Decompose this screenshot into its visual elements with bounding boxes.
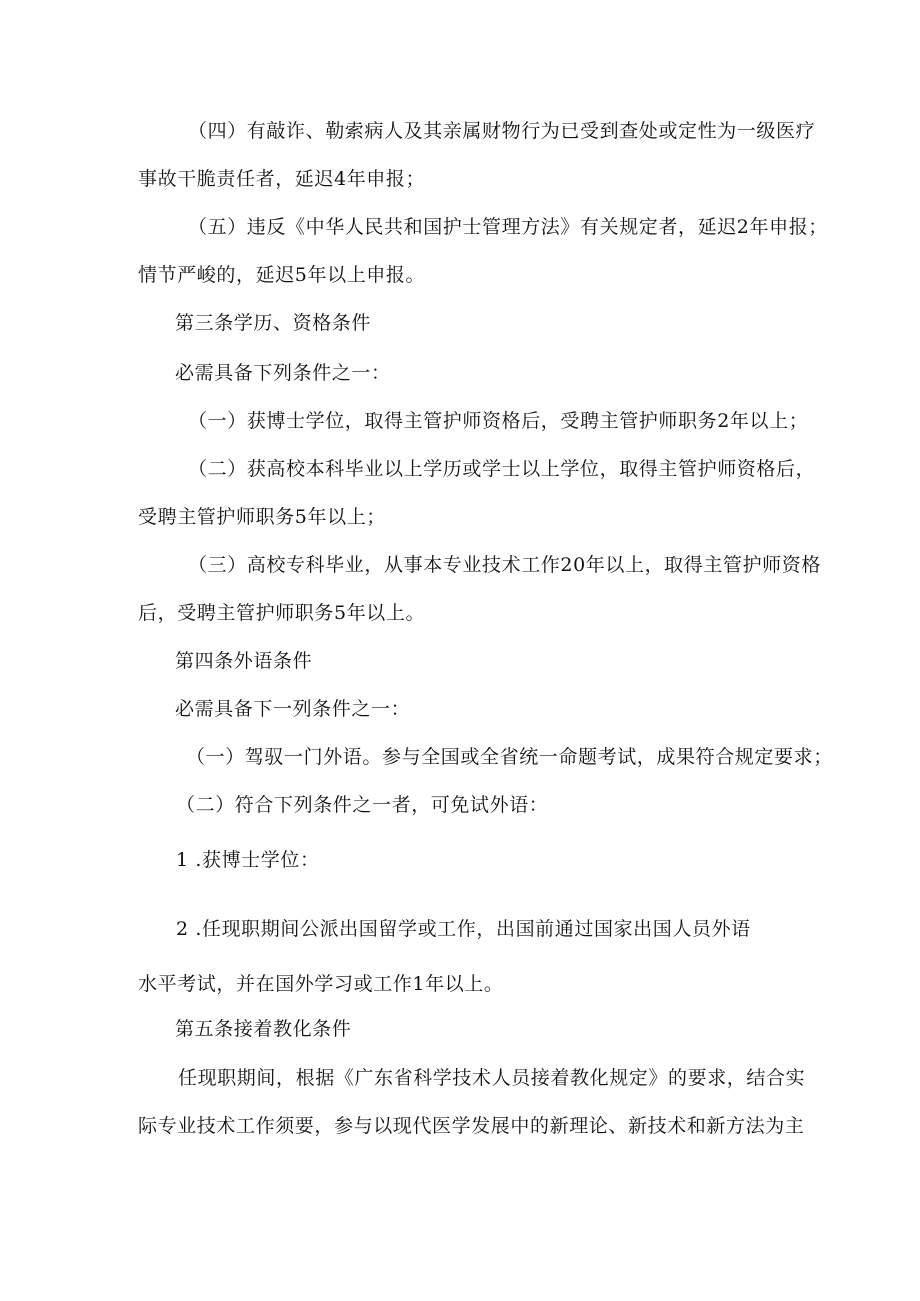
text-line-article-3-item-3-cont: 后，受聘主管护师职务5年以上。 — [138, 602, 426, 624]
text-line-article-4-item-2: （二）符合下列条件之一者，可免试外语： — [176, 794, 549, 816]
text-line-clause-5: （五）违反《中华人民共和国护士管理方法》有关规定者，延迟2年申报； — [188, 216, 828, 238]
section-heading-article-5: 第五条接着教化条件 — [175, 1018, 352, 1040]
text-line-article-4-sub-2-cont: 水平考试，并在国外学习或工作1年以上。 — [138, 973, 504, 995]
text-line-article-4-sub-1: 1 .获博士学位： — [176, 849, 320, 871]
text-line-clause-4: （四）有敲诈、勒索病人及其亲属财物行为已受到查处或定性为一级医疗 — [188, 120, 816, 142]
text-line-article-4-intro: 必需具备下一列条件之一： — [175, 698, 411, 720]
text-line-article-3-item-2: （二）获高校本科毕业以上学历或学士以上学位，取得主管护师资格后， — [188, 458, 816, 480]
text-line-article-5-para-cont: 际专业技术工作须要，参与以现代医学发展中的新理论、新技术和新方法为主 — [138, 1115, 805, 1137]
text-line-article-4-sub-2: 2 .任现职期间公派出国留学或工作，出国前通过国家出国人员外语 — [176, 918, 751, 940]
text-line-article-3-item-1: （一）获博士学位，取得主管护师资格后，受聘主管护师职务2年以上； — [188, 410, 809, 432]
text-line-article-3-intro: 必需具备下列条件之一： — [175, 362, 391, 384]
text-line-article-3-item-2-cont: 受聘主管护师职务5年以上； — [138, 506, 386, 528]
text-line-article-5-para: 任现职期间，根据《广东省科学技术人员接着教化规定》的要求，结合实 — [178, 1067, 806, 1089]
text-line-article-4-item-1: （一）驾驭一门外语。参与全国或全省统一命题考试，成果符合规定要求； — [186, 746, 833, 768]
text-line-clause-5-cont: 情节严峻的，延迟5年以上申报。 — [138, 264, 426, 286]
section-heading-article-4: 第四条外语条件 — [175, 650, 313, 672]
text-line-clause-4-cont: 事故干脆责任者，延迟4年申报； — [138, 168, 426, 190]
text-line-article-3-item-3: （三）高校专科毕业，从事本专业技术工作20年以上，取得主管护师资格 — [188, 554, 821, 576]
section-heading-article-3: 第三条学历、资格条件 — [175, 312, 372, 334]
